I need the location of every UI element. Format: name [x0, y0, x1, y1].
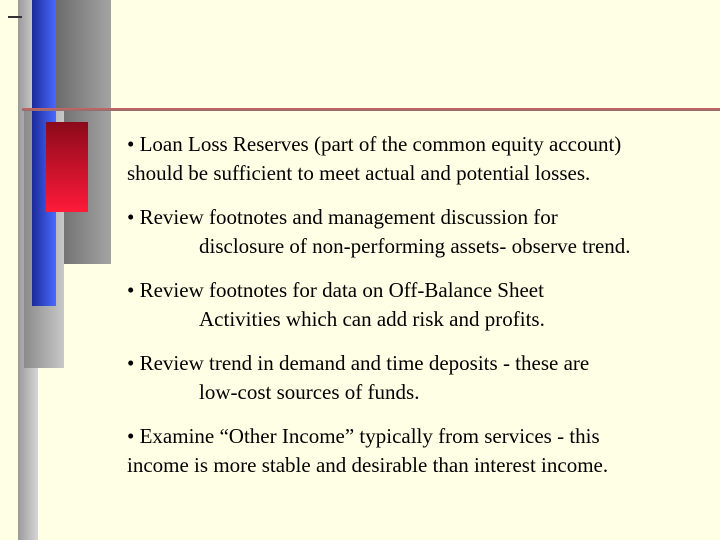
bullet-item	[127, 203, 707, 261]
bullet-item	[127, 349, 707, 407]
bullet-line: • Review footnotes and management discussion for	[127, 205, 558, 229]
bullet-line: • Examine “Other Income” typically from services - this	[127, 424, 600, 448]
bullet-line: • Review trend in demand and time deposits - these are	[127, 351, 590, 375]
bullet-line: • Loan Loss Reserves (part of the common equity account)	[127, 132, 622, 156]
bullet-line-continued: low-cost sources of funds.	[199, 380, 420, 404]
bullet-line-continued: disclosure of non-performing assets- observe trend.	[199, 234, 631, 258]
decor-corner-tick	[8, 16, 22, 18]
bullet-item	[127, 130, 707, 188]
bullet-item	[127, 422, 707, 480]
bullet-line-continued: Activities which can add risk and profits.	[199, 307, 545, 331]
bullet-line-continued: income is more stable and desirable than interest income.	[127, 453, 609, 477]
bullet-line-continued: should be sufficient to meet actual and potential losses.	[127, 161, 591, 185]
slide-body	[127, 130, 707, 495]
decor-red-block	[46, 122, 88, 212]
bullet-item	[127, 276, 707, 334]
bullet-line: • Review footnotes for data on Off-Balance Sheet	[127, 278, 544, 302]
decor-horizontal-rule	[22, 108, 720, 111]
